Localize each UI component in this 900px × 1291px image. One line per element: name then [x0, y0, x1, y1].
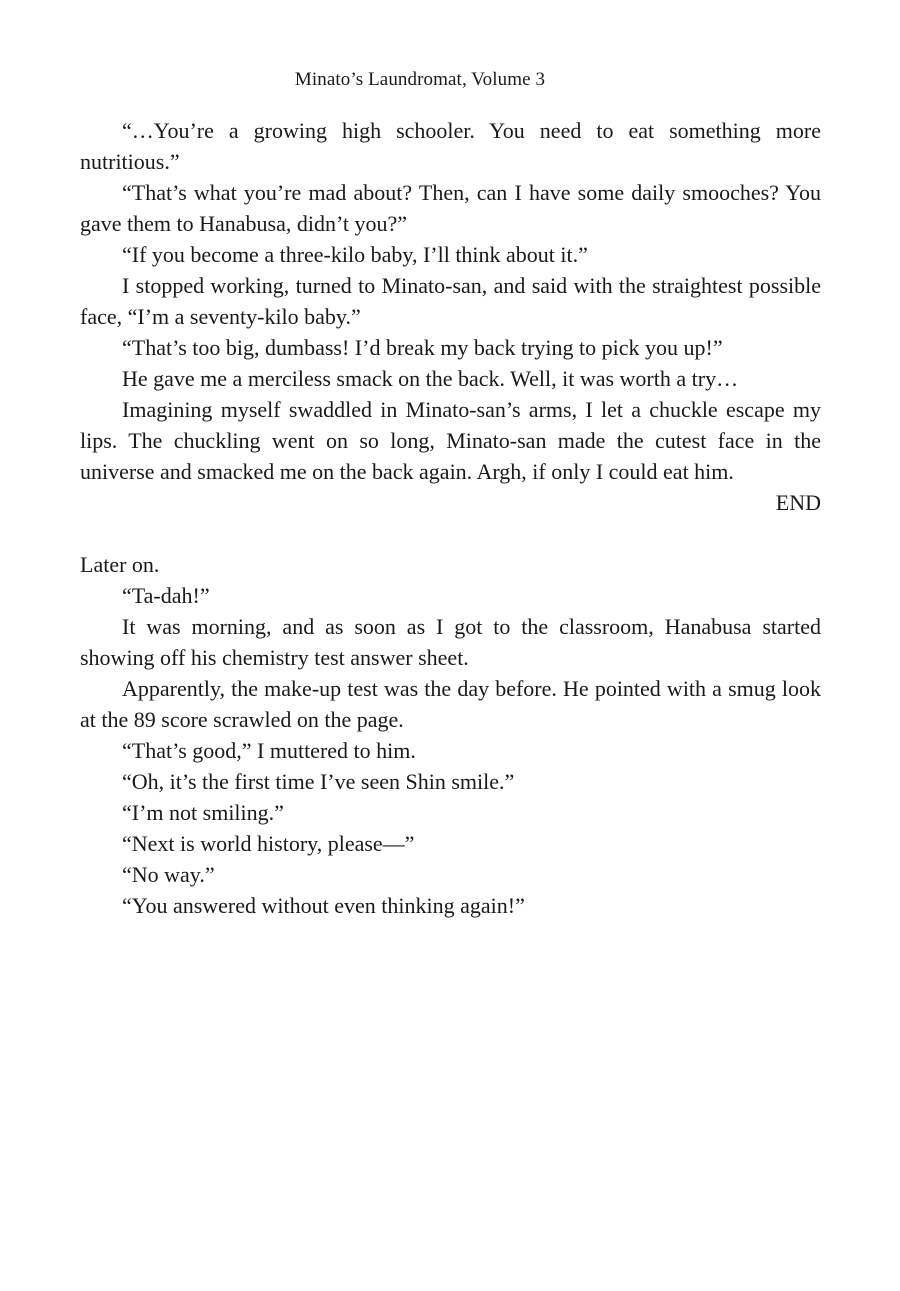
paragraph: “That’s too big, dumbass! I’d break my back trying to pick you up!” — [122, 335, 723, 360]
paragraph: “That’s good,” I muttered to him. — [122, 738, 416, 763]
paragraph: “Oh, it’s the first time I’ve seen Shin smile.” — [122, 769, 515, 794]
paragraph: “No way.” — [122, 862, 215, 887]
paragraph: “Ta-dah!” — [122, 583, 210, 608]
section-opening: Later on. — [80, 552, 160, 577]
paragraph: “You answered without even thinking again!” — [122, 893, 525, 918]
paragraph: “…You’re a growing high schooler. You need to eat something more nutritious.” — [80, 118, 821, 174]
paragraph: “That’s what you’re mad about? Then, can I have some daily smooches? You gave them to Hanabusa, didn’t you?” — [80, 180, 821, 236]
paragraph: “Next is world history, please—” — [122, 831, 415, 856]
running-header: Minato’s Laundromat, Volume 3 — [294, 69, 546, 90]
section-break — [80, 518, 821, 549]
paragraph: “If you become a three-kilo baby, I’ll think about it.” — [122, 242, 588, 267]
paragraph: It was morning, and as soon as I got to the classroom, Hanabusa started showing off his chemistry test answer sheet. — [80, 614, 821, 670]
end-mark: END — [775, 490, 821, 515]
paragraph: He gave me a merciless smack on the back. Well, it was worth a try… — [122, 366, 739, 391]
body-text — [80, 115, 821, 921]
paragraph: “I’m not smiling.” — [122, 800, 284, 825]
paragraph: Apparently, the make-up test was the day before. He pointed with a smug look at the 89 score scrawled on the page. — [80, 676, 821, 732]
paragraph: Imagining myself swaddled in Minato-san’s arms, I let a chuckle escape my lips. The chuckling went on so long, Minato-san made the cutest face in the universe and smacked me on the back again. Argh, if only I could eat him. — [80, 397, 821, 484]
paragraph: I stopped working, turned to Minato-san, and said with the straightest possible face, “I’m a seventy-kilo baby.” — [80, 273, 821, 329]
